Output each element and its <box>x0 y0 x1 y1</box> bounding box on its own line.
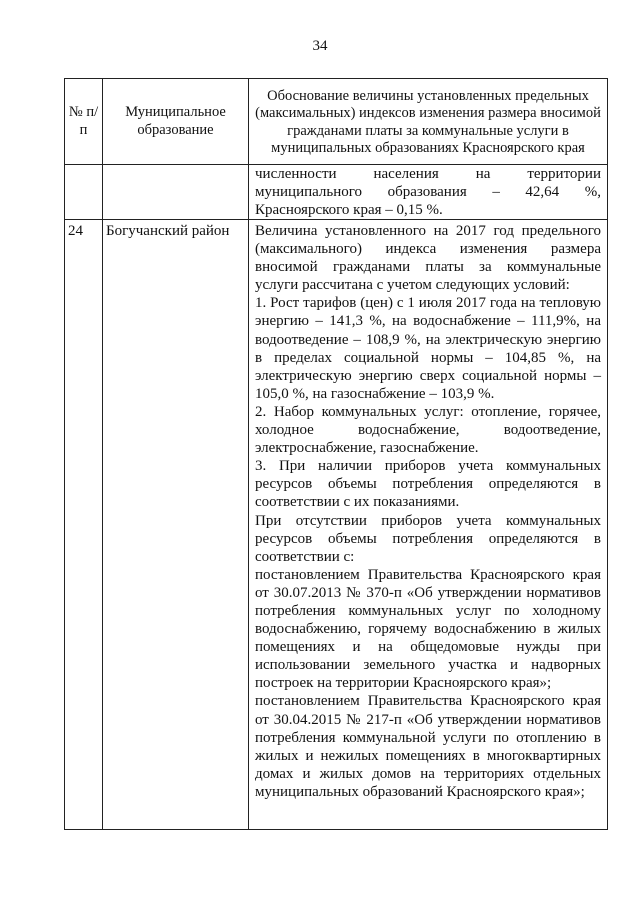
continuation-municipality-cell <box>103 165 249 220</box>
row-justification <box>249 220 608 830</box>
continuation-num-cell <box>65 165 103 220</box>
header-municipality: Муниципальное образование <box>103 79 249 165</box>
paragraph-6: постановлением Правительства Красноярского края от 30.07.2013 № 370-п «Об утверждении нормативов потребления коммунальных услуг по холодному водоснабжению, горячему водоснабжению в жилых помещениях и на общедомовые нужды при использовании земельного участка и надворных построек на территории Красноярского края»; <box>255 566 601 692</box>
justification-table <box>64 78 608 830</box>
table-header-row <box>65 79 608 165</box>
paragraph-3: 2. Набор коммунальных услуг: отопление, горячее, холодное водоснабжение, водоотведение, электроснабжение, газоснабжение. <box>255 403 601 457</box>
row-number: 24 <box>65 220 103 830</box>
table-row <box>65 220 608 830</box>
paragraph-5: При отсутствии приборов учета коммунальных ресурсов объемы потребления определяются в соответствии с: <box>255 512 601 565</box>
header-justification: Обоснование величины установленных предельных (максимальных) индексов изменения размера вносимой гражданами платы за коммунальные услуги в муниципальных образованиях Красноярского края <box>249 79 608 165</box>
paragraph-2: 1. Рост тарифов (цен) с 1 июля 2017 года на тепловую энергию – 141,3 %, на водоснабжение – 111,9%, на водоотведение – 108,9 %, на электрическую энергию в пределах социальной нормы – 104,85 %, на электрическую энергию сверх социальной нормы – 105,0 %, на газоснабжение – 103,9 %. <box>255 295 601 402</box>
continuation-text: численности населения на территории муниципального образования – 42,64 %, Красноярского края – 0,15 %. <box>249 165 608 220</box>
page-number: 34 <box>312 38 328 54</box>
header-number: № п/п <box>65 79 103 165</box>
row-municipality: Богучанский район <box>103 220 249 830</box>
continuation-row <box>65 165 608 220</box>
paragraph-4: 3. При наличии приборов учета коммунальных ресурсов объемы потребления определяются в соответствии с их показаниями. <box>255 458 601 511</box>
paragraph-1: Величина установленного на 2017 год предельного (максимального) индекса изменения размера вносимой гражданами платы за коммунальные услуги рассчитана с учетом следующих условий: <box>255 223 601 294</box>
paragraph-7: постановлением Правительства Красноярского края от 30.04.2015 № 217-п «Об утверждении нормативов потребления коммунальной услуги по отоплению в жилых и нежилых помещениях в многоквартирных домах и жилых домов на территориях отдельных муниципальных образований Красноярского края»; <box>255 693 601 800</box>
